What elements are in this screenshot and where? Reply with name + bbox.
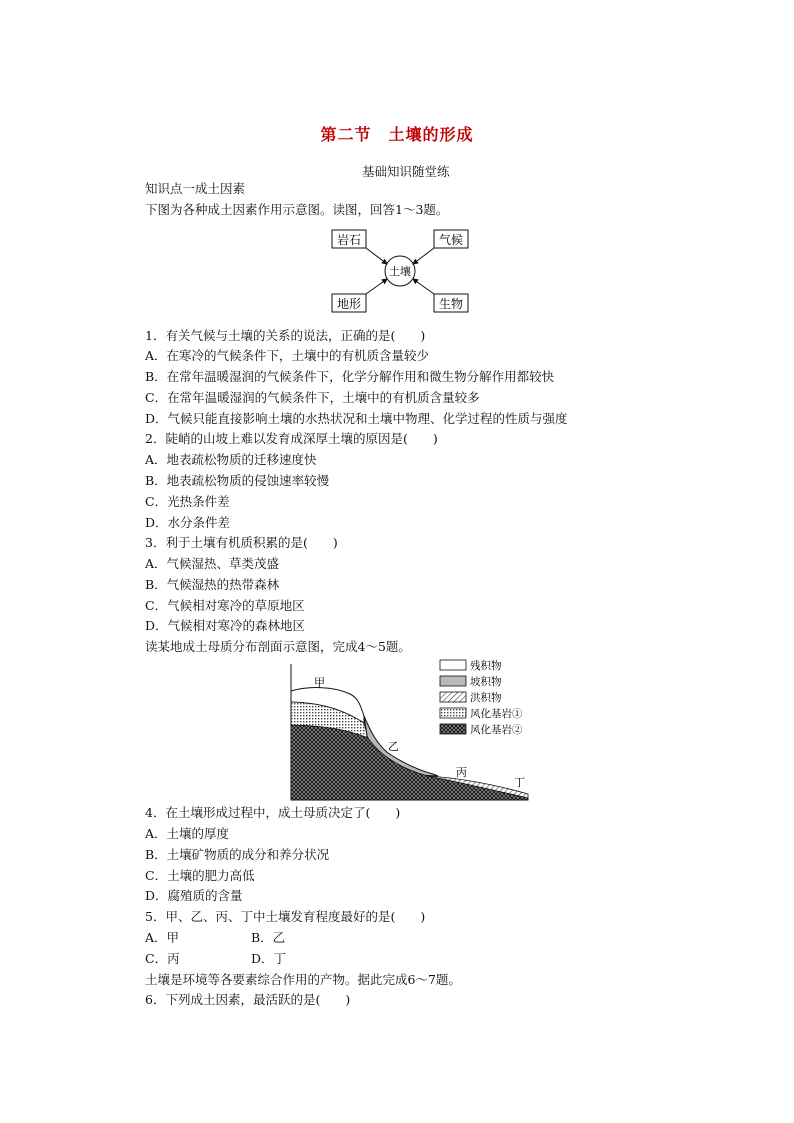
arrow-rock (366, 248, 387, 264)
question-5-options-row-1 (145, 930, 285, 946)
factor-box-climate (434, 230, 468, 248)
svg-text:风化基岩①: 风化基岩① (470, 708, 523, 720)
legend (440, 659, 523, 736)
arrow-climate (413, 248, 434, 264)
place-label-jia: 甲 (314, 676, 325, 689)
intro-text-1: 下图为各种成土因素作用示意图。读图，回答1～3题。 (145, 202, 449, 217)
svg-text:残积物: 残积物 (470, 660, 502, 672)
svg-text:生物: 生物 (438, 297, 464, 311)
arrow-biology (413, 279, 434, 294)
svg-text:坡积物: 坡积物 (470, 676, 502, 688)
question-1-option-c: C．在常年温暖湿润的气候条件下，土壤中的有机质含量较多 (145, 390, 480, 405)
arrow-terrain (366, 279, 387, 294)
factor-box-terrain (332, 294, 366, 312)
parent-material-profile-diagram (288, 658, 538, 804)
question-2-option-b: B．地表疏松物质的侵蚀速率较慢 (145, 473, 330, 488)
svg-text:地形: 地形 (336, 297, 362, 311)
question-5-stem: 5．甲、乙、丙、丁中土壤发育程度最好的是( ) (145, 909, 426, 924)
soil-center-circle (385, 256, 415, 286)
question-2-option-c: C．光热条件差 (145, 494, 230, 509)
legend-item-weathered-bedrock-1 (440, 707, 523, 720)
legend-item-colluvial (440, 675, 502, 688)
question-1-option-d: D．气候只能直接影响土壤的水热状况和土壤中物理、化学过程的性质与强度 (145, 411, 568, 426)
intro-text-2: 读某地成土母质分布剖面示意图，完成4～5题。 (145, 639, 411, 654)
legend-item-residual (440, 659, 502, 672)
question-6-stem: 6．下列成土因素，最活跃的是( ) (145, 992, 351, 1007)
question-4-option-b: B．土壤矿物质的成分和养分状况 (145, 847, 330, 862)
svg-text:岩石: 岩石 (336, 233, 362, 247)
question-2-option-d: D．水分条件差 (145, 515, 231, 530)
question-4-option-a: A．土壤的厚度 (145, 826, 230, 841)
section-subtitle: 基础知识随堂练 (362, 164, 450, 179)
place-label-ding: 丁 (514, 776, 525, 789)
question-3-option-d: D．气候相对寒冷的森林地区 (145, 618, 306, 633)
question-5-option-d: D．丁 (251, 951, 287, 966)
soil-factor-diagram (330, 228, 470, 314)
knowledge-point-heading: 知识点一成土因素 (145, 181, 246, 196)
legend-item-alluvial (440, 691, 502, 704)
svg-text:气候: 气候 (438, 233, 464, 247)
place-label-bing: 丙 (456, 766, 467, 779)
svg-text:土壤: 土壤 (389, 265, 411, 278)
question-4-option-c: C．土壤的肥力高低 (145, 868, 255, 883)
svg-text:风化基岩②: 风化基岩② (470, 724, 523, 736)
question-2-stem: 2．陡峭的山坡上难以发育成深厚土壤的原因是( ) (145, 431, 438, 446)
factor-box-biology (434, 294, 468, 312)
place-label-yi: 乙 (388, 740, 399, 753)
question-5-option-c: C．丙 (145, 951, 180, 966)
svg-text:洪积物: 洪积物 (470, 692, 502, 704)
page-title: 第二节 土壤的形成 (320, 125, 474, 144)
question-5-option-b: B．乙 (251, 930, 286, 945)
question-3-option-c: C．气候相对寒冷的草原地区 (145, 598, 305, 613)
question-3-stem: 3．利于土壤有机质积累的是( ) (145, 535, 338, 550)
question-4-option-d: D．腐殖质的含量 (145, 888, 243, 903)
question-1-option-a: A．在寒冷的气候条件下，土壤中的有机质含量较少 (145, 348, 430, 363)
intro-text-3: 土壤是环境等各要素综合作用的产物。据此完成6～7题。 (145, 972, 461, 987)
question-2-option-a: A．地表疏松物质的迁移速度快 (145, 452, 317, 467)
question-1-option-b: B．在常年温暖湿润的气候条件下，化学分解作用和微生物分解作用都较快 (145, 369, 555, 384)
question-4-stem: 4．在土壤形成过程中，成土母质决定了( ) (145, 805, 401, 820)
legend-item-weathered-bedrock-2 (440, 723, 523, 736)
question-5-options-row-2 (145, 951, 286, 967)
question-5-option-a: A．甲 (145, 930, 180, 945)
question-1-stem: 1．有关气候与土壤的关系的说法，正确的是( ) (145, 328, 426, 343)
question-3-option-a: A．气候湿热、草类茂盛 (145, 556, 280, 571)
question-3-option-b: B．气候湿热的热带森林 (145, 577, 280, 592)
factor-box-rock (332, 230, 366, 248)
